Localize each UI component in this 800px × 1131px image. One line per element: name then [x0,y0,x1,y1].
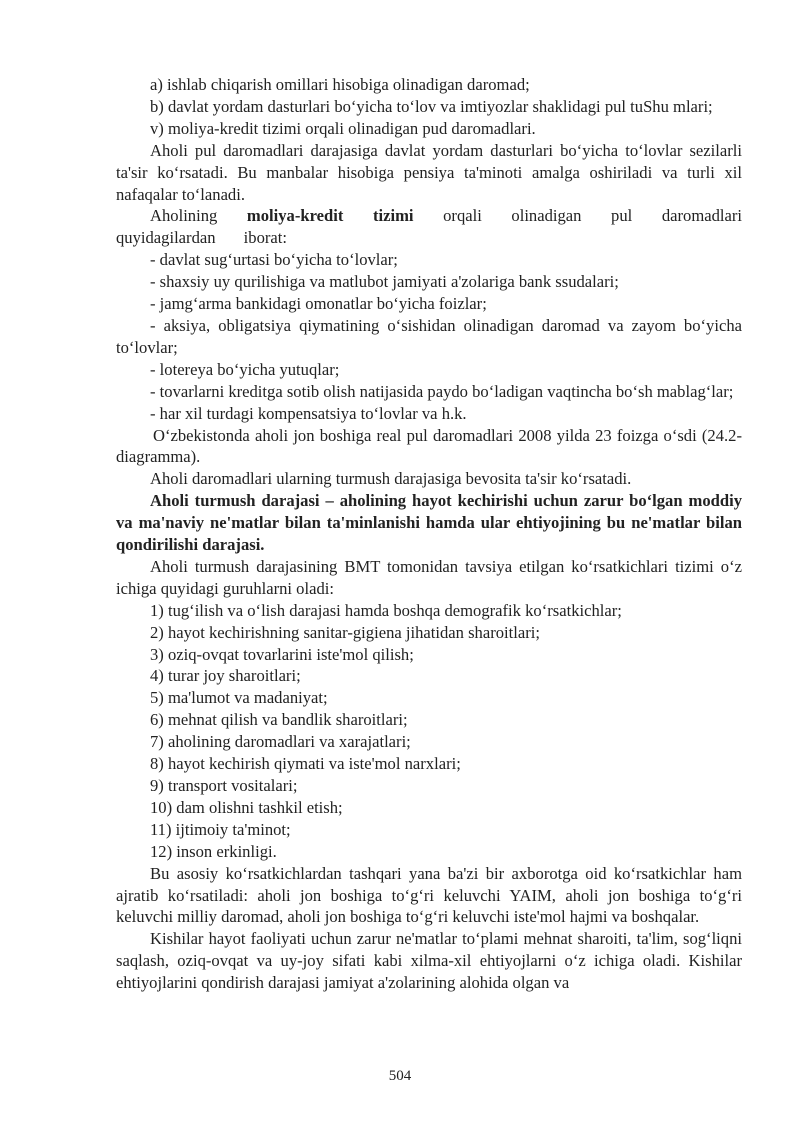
paragraph-income-growth: O‘zbekistonda aholi jon boshiga real pul daromadlari 2008 yilda 23 foizga o‘sdi (24.2-diagramma). [116,425,742,467]
list-item-insurance: - davlat sug‘urtasi bo‘yicha to‘lovlar; [150,250,398,270]
list-item-bank-loans: - shaxsiy uy qurilishiga va matlubot jamiyati a'zolariga bank ssudalari; [150,272,619,292]
credit-system-term: moliya-kredit tizimi [246,206,414,226]
list-item-savings-interest: - jamg‘arma bankidagi omonatlar bo‘yicha foizlar; [150,294,487,314]
numbered-item-11: 11) ijtimoiy ta'minot; [150,819,291,839]
numbered-item-7: 7) aholining daromadlari va xarajatlari; [150,732,411,752]
paragraph-state-support: Aholi pul daromadlari darajasiga davlat yordam dasturlari bo‘yicha to‘lovlar sezilarli ta'sir ko‘rsatadi. Bu manbalar hisobiga pensiya ta'minoti amalga oshiriladi va turli xil nafaqalar to‘lanadi. [116,140,742,204]
page-body [116,74,742,994]
numbered-item-6: 6) mehnat qilish va bandlik sharoitlari; [150,710,408,730]
paragraph-needs: Kishilar hayot faoliyati uchun zarur ne'matlar to‘plami mehnat sharoiti, ta'lim, sog‘liqni saqlash, oziq-ovqat va uy-joy sifati kabi xilma-xil ehtiyojlarni o‘z ichiga oladi. Kishilar ehtiyojlarini qondirish darajasi jamiyat a'zolarining alohida olgan va [116,929,742,993]
numbered-item-9: 9) transport vositalari; [150,776,298,795]
numbered-item-10: 10) dam olishni tashkil etish; [150,797,343,817]
list-item-credit-purchase: - tovarlarni kreditga sotib olish natijasida paydo bo‘ladigan vaqtincha bo‘sh mablag‘lar; [150,381,734,401]
paragraph-credit-system [116,205,742,249]
numbered-item-2: 2) hayot kechirishning sanitar-gigiena jihatidan sharoitlari; [150,622,540,642]
paragraph-living-standard-effect: Aholi daromadlari ularning turmush darajasiga bevosita ta'sir ko‘rsatadi. [150,469,632,489]
definition-living-standard [116,490,742,556]
definition-text: Aholi turmush darajasi – aholining hayot kechirishi uchun zarur bo‘lgan moddiy va ma'naviy ne'matlar bilan ta'minlanishi hamda ular ehtiyojining bu ne'matlar bilan qondirilishi darajasi. [116,491,742,555]
list-item-shares: - aksiya, obligatsiya qiymatining o‘sishidan olinadigan daromad va zayom bo‘yicha to‘lovlar; [116,315,742,357]
credit-intro-text: Aholining [150,206,218,226]
numbered-item-12: 12) inson erkinligi. [150,841,277,861]
paragraph-income-source-a: a) ishlab chiqarish omillari hisobiga olinadigan daromad; [150,75,530,94]
numbered-item-4: 4) turar joy sharoitlari; [150,666,301,686]
list-item-lottery: - lotereya bo‘yicha yutuqlar; [150,359,340,379]
paragraph-income-source-v: v) moliya-kredit tizimi orqali olinadigan pud daromadlari. [150,118,536,138]
paragraph-other-indicators: Bu asosiy ko‘rsatkichlardan tashqari yana ba'zi bir axborotga oid ko‘rsatkichlar ham ajratib ko‘rsatiladi: aholi jon boshiga to‘g‘ri keluvchi YAIM, aholi jon boshiga to‘g‘ri keluvchi milliy daromad, aholi jon boshiga to‘g‘ri keluvchi iste'mol hajmi va boshqalar. [116,863,742,927]
numbered-item-3: 3) oziq-ovqat tovarlarini iste'mol qilish; [150,644,414,664]
numbered-item-5: 5) ma'lumot va madaniyat; [150,688,328,708]
paragraph-income-source-b: b) davlat yordam dasturlari bo‘yicha to‘lov va imtiyozlar shaklidagi pul tuShu mlari; [150,96,713,116]
numbered-item-8: 8) hayot kechirish qiymati va iste'mol narxlari; [150,754,461,774]
credit-intro-rest: orqali olinadigan pul daromadlari quyidagilardan iborat: [116,206,742,248]
list-item-compensation: - har xil turdagi kompensatsiya to‘lovlar va h.k. [150,403,467,423]
page-number: 504 [388,1068,412,1084]
paragraph-un-indicators: Aholi turmush darajasining BMT tomonidan tavsiya etilgan ko‘rsatkichlari tizimi o‘z ichiga quyidagi guruhlarni oladi: [116,556,742,598]
numbered-item-1: 1) tug‘ilish va o‘lish darajasi hamda boshqa demografik ko‘rsatkichlar; [150,600,622,620]
